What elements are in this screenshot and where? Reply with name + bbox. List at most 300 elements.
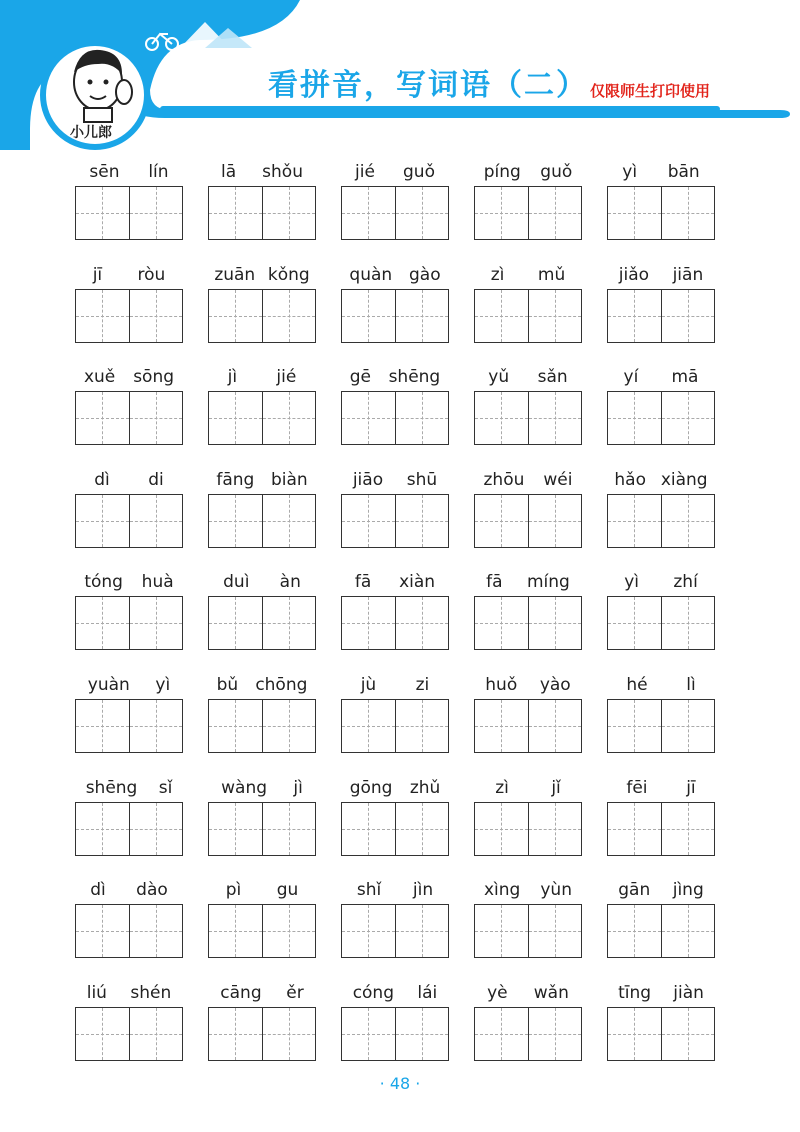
pinyin-syllable: ròu [137, 264, 166, 285]
pinyin-label [607, 876, 715, 904]
word-item [341, 158, 449, 261]
pinyin-syllable: jié [276, 367, 297, 388]
pinyin-syllable: mā [671, 367, 699, 388]
tianzige-box[interactable] [342, 700, 395, 752]
pinyin-label [607, 466, 715, 494]
pinyin-syllable: fēi [626, 777, 648, 798]
writing-boxes [75, 494, 183, 548]
pinyin-label [474, 979, 582, 1007]
word-item [75, 979, 183, 1082]
tianzige-box[interactable] [76, 290, 129, 342]
word-item [341, 261, 449, 364]
tianzige-box[interactable] [661, 905, 715, 957]
pinyin-syllable: huà [141, 572, 174, 593]
pinyin-label [607, 363, 715, 391]
pinyin-syllable: sēn [89, 162, 120, 182]
pinyin-syllable: jī [92, 264, 103, 285]
tianzige-box[interactable] [129, 1008, 183, 1060]
tianzige-box[interactable] [661, 495, 715, 547]
tianzige-box[interactable] [342, 905, 395, 957]
pinyin-label [474, 363, 582, 391]
tianzige-box[interactable] [661, 290, 715, 342]
pinyin-label [75, 363, 183, 391]
writing-boxes [474, 802, 582, 856]
word-item [474, 774, 582, 877]
writing-boxes [75, 1007, 183, 1061]
tianzige-box[interactable] [129, 392, 183, 444]
tianzige-box[interactable] [129, 905, 183, 957]
pinyin-syllable: jìn [412, 880, 434, 901]
writing-boxes [75, 904, 183, 958]
pinyin-syllable: jiǎo [618, 264, 650, 285]
pinyin-syllable: cóng [352, 982, 395, 1003]
pinyin-label [75, 671, 183, 699]
pinyin-label [75, 774, 183, 802]
tianzige-box[interactable] [209, 700, 262, 752]
tianzige-box[interactable] [608, 803, 661, 855]
pinyin-syllable: sōng [133, 367, 175, 388]
exercise-grid [75, 158, 720, 1081]
pinyin-syllable: yì [622, 162, 638, 182]
pinyin-label [75, 158, 183, 186]
brand-label: 小儿郎 [70, 125, 112, 141]
writing-boxes [474, 904, 582, 958]
word-item [208, 671, 316, 774]
pinyin-label [341, 158, 449, 186]
pinyin-syllable: guǒ [403, 162, 435, 182]
tianzige-box[interactable] [608, 392, 661, 444]
word-item [208, 979, 316, 1082]
writing-boxes [607, 802, 715, 856]
writing-boxes [208, 494, 316, 548]
word-item [474, 466, 582, 569]
writing-boxes [474, 596, 582, 650]
tianzige-box[interactable] [475, 290, 528, 342]
tianzige-box[interactable] [661, 700, 715, 752]
tianzige-box[interactable] [395, 700, 449, 752]
word-item [208, 568, 316, 671]
tianzige-box[interactable] [661, 803, 715, 855]
word-item [341, 466, 449, 569]
pinyin-label [208, 261, 316, 289]
word-item [607, 568, 715, 671]
pinyin-syllable: míng [526, 572, 570, 593]
word-item [208, 876, 316, 979]
pinyin-syllable: yì [624, 572, 639, 593]
tianzige-box[interactable] [262, 495, 316, 547]
pinyin-syllable: jì [293, 777, 303, 798]
pinyin-syllable: quàn [349, 264, 393, 285]
tianzige-box[interactable] [342, 597, 395, 649]
pinyin-label [474, 671, 582, 699]
pinyin-label [341, 363, 449, 391]
tianzige-box[interactable] [262, 290, 316, 342]
pinyin-syllable: sǎn [537, 367, 568, 388]
word-item [474, 261, 582, 364]
writing-boxes [341, 699, 449, 753]
pinyin-syllable: lín [148, 162, 169, 182]
tianzige-box[interactable] [608, 597, 661, 649]
tianzige-box[interactable] [262, 1008, 316, 1060]
tianzige-box[interactable] [475, 187, 528, 239]
tianzige-box[interactable] [395, 597, 449, 649]
word-item [607, 363, 715, 466]
writing-boxes [341, 596, 449, 650]
word-item [474, 363, 582, 466]
word-item [75, 774, 183, 877]
tianzige-box[interactable] [475, 1008, 528, 1060]
tianzige-box[interactable] [395, 392, 449, 444]
writing-boxes [607, 596, 715, 650]
word-item [75, 158, 183, 261]
tianzige-box[interactable] [528, 290, 582, 342]
tianzige-box[interactable] [395, 905, 449, 957]
word-item [208, 363, 316, 466]
tianzige-box[interactable] [608, 495, 661, 547]
tianzige-box[interactable] [395, 1008, 449, 1060]
title-underline [160, 106, 720, 112]
writing-boxes [474, 494, 582, 548]
word-item [607, 158, 715, 261]
tianzige-box[interactable] [76, 803, 129, 855]
word-item [75, 363, 183, 466]
tianzige-box[interactable] [262, 803, 316, 855]
pinyin-label [474, 261, 582, 289]
pinyin-label [474, 876, 582, 904]
pinyin-syllable: kǒng [267, 264, 310, 285]
tianzige-box[interactable] [129, 495, 183, 547]
page-header [0, 0, 800, 150]
tianzige-box[interactable] [209, 187, 262, 239]
tianzige-box[interactable] [342, 1008, 395, 1060]
pinyin-syllable: píng [483, 162, 521, 182]
tianzige-box[interactable] [528, 495, 582, 547]
writing-boxes [474, 699, 582, 753]
word-item [474, 158, 582, 261]
tianzige-box[interactable] [608, 1008, 661, 1060]
tianzige-box[interactable] [209, 597, 262, 649]
tianzige-box[interactable] [608, 290, 661, 342]
word-item [75, 671, 183, 774]
writing-boxes [474, 186, 582, 240]
pinyin-label [341, 774, 449, 802]
pinyin-syllable: jiāo [352, 469, 384, 490]
tianzige-box[interactable] [528, 392, 582, 444]
tianzige-box[interactable] [528, 187, 582, 239]
tianzige-box[interactable] [129, 700, 183, 752]
pinyin-syllable: gu [276, 880, 299, 901]
pinyin-label [208, 876, 316, 904]
writing-boxes [474, 391, 582, 445]
pinyin-syllable: zhí [673, 572, 698, 593]
pinyin-syllable: yè [487, 982, 508, 1003]
pinyin-syllable: shēng [388, 367, 441, 388]
pinyin-label [341, 568, 449, 596]
pinyin-syllable: yí [623, 367, 639, 388]
pinyin-syllable: fā [486, 572, 503, 593]
pinyin-syllable: xuě [83, 367, 116, 388]
word-item [75, 568, 183, 671]
tianzige-box[interactable] [528, 597, 582, 649]
pinyin-syllable: bǔ [216, 674, 239, 695]
pinyin-syllable: jì [227, 367, 238, 388]
pinyin-syllable: jié [355, 162, 375, 182]
pinyin-syllable: àn [279, 572, 301, 593]
tianzige-box[interactable] [76, 495, 129, 547]
word-item [75, 261, 183, 364]
pinyin-syllable: xiàng [660, 469, 708, 490]
pinyin-syllable: dào [136, 880, 168, 901]
pinyin-syllable: zì [495, 777, 509, 798]
tianzige-box[interactable] [661, 597, 715, 649]
word-item [474, 979, 582, 1082]
writing-boxes [607, 494, 715, 548]
word-item [75, 466, 183, 569]
pinyin-syllable: wàng [221, 777, 268, 798]
pinyin-syllable: guǒ [540, 162, 573, 182]
pinyin-syllable: wǎn [533, 982, 569, 1003]
pinyin-label [208, 979, 316, 1007]
writing-boxes [75, 186, 183, 240]
pinyin-syllable: shén [130, 982, 172, 1003]
tianzige-box[interactable] [76, 700, 129, 752]
tianzige-box[interactable] [475, 392, 528, 444]
pinyin-label [75, 261, 183, 289]
tianzige-box[interactable] [342, 290, 395, 342]
word-item [607, 466, 715, 569]
tianzige-box[interactable] [129, 187, 183, 239]
writing-boxes [607, 699, 715, 753]
tianzige-box[interactable] [342, 187, 395, 239]
usage-note: 仅限师生打印使用 [590, 82, 711, 100]
pinyin-label [208, 466, 316, 494]
pinyin-syllable: gān [618, 880, 651, 901]
pinyin-label [474, 466, 582, 494]
writing-boxes [341, 904, 449, 958]
writing-boxes [208, 1007, 316, 1061]
tianzige-box[interactable] [395, 803, 449, 855]
tianzige-box[interactable] [661, 187, 715, 239]
tianzige-box[interactable] [209, 290, 262, 342]
pinyin-label [474, 158, 582, 186]
page-title: 看拼音，写词语（二） [268, 68, 588, 103]
word-item [607, 876, 715, 979]
pinyin-syllable: lā [221, 162, 237, 182]
pinyin-syllable: liú [86, 982, 107, 1003]
word-item [341, 774, 449, 877]
pinyin-syllable: wéi [543, 469, 573, 490]
tianzige-box[interactable] [129, 597, 183, 649]
pinyin-label [607, 261, 715, 289]
tianzige-box[interactable] [475, 495, 528, 547]
word-item [341, 979, 449, 1082]
pinyin-syllable: gē [349, 367, 372, 388]
tianzige-box[interactable] [209, 1008, 262, 1060]
tianzige-box[interactable] [209, 495, 262, 547]
pinyin-syllable: dì [94, 469, 110, 490]
pinyin-syllable: jiàn [673, 982, 704, 1003]
writing-boxes [208, 802, 316, 856]
tianzige-box[interactable] [528, 905, 582, 957]
pinyin-syllable: biàn [270, 469, 308, 490]
writing-boxes [208, 289, 316, 343]
pinyin-syllable: yǔ [488, 367, 510, 388]
tianzige-box[interactable] [661, 1008, 715, 1060]
word-item [208, 466, 316, 569]
pinyin-label [341, 876, 449, 904]
pinyin-syllable: yùn [540, 880, 572, 901]
tianzige-box[interactable] [209, 392, 262, 444]
pinyin-label [607, 979, 715, 1007]
word-item [208, 774, 316, 877]
tianzige-box[interactable] [475, 700, 528, 752]
tianzige-box[interactable] [129, 290, 183, 342]
pinyin-syllable: jǐ [551, 777, 561, 798]
pinyin-syllable: ěr [286, 982, 304, 1003]
word-item [208, 158, 316, 261]
word-item [607, 979, 715, 1082]
writing-boxes [75, 391, 183, 445]
writing-boxes [607, 391, 715, 445]
pinyin-syllable: yào [539, 674, 571, 695]
pinyin-syllable: xiàn [399, 572, 436, 593]
page-number: · 48 · [379, 1074, 421, 1093]
pinyin-syllable: duì [223, 572, 250, 593]
writing-boxes [75, 699, 183, 753]
word-item [607, 671, 715, 774]
tianzige-box[interactable] [395, 187, 449, 239]
pinyin-syllable: shǐ [356, 880, 382, 901]
tianzige-box[interactable] [76, 597, 129, 649]
tianzige-box[interactable] [76, 187, 129, 239]
writing-boxes [208, 391, 316, 445]
writing-boxes [607, 186, 715, 240]
writing-boxes [208, 699, 316, 753]
tianzige-box[interactable] [475, 597, 528, 649]
word-item [474, 568, 582, 671]
pinyin-label [607, 671, 715, 699]
pinyin-syllable: shǒu [262, 162, 303, 182]
tianzige-box[interactable] [342, 803, 395, 855]
pinyin-label [341, 979, 449, 1007]
tianzige-box[interactable] [528, 700, 582, 752]
tianzige-box[interactable] [76, 905, 129, 957]
writing-boxes [474, 1007, 582, 1061]
pinyin-syllable: xìng [484, 880, 521, 901]
tianzige-box[interactable] [608, 187, 661, 239]
tianzige-box[interactable] [475, 803, 528, 855]
pinyin-label [474, 774, 582, 802]
writing-boxes [474, 289, 582, 343]
pinyin-syllable: fā [354, 572, 372, 593]
pinyin-syllable: jìng [672, 880, 704, 901]
pinyin-syllable: zuān [214, 264, 256, 285]
tianzige-box[interactable] [209, 803, 262, 855]
tianzige-box[interactable] [661, 392, 715, 444]
tianzige-box[interactable] [395, 495, 449, 547]
tianzige-box[interactable] [342, 392, 395, 444]
pinyin-syllable: yuàn [87, 674, 130, 695]
pinyin-label [208, 671, 316, 699]
pinyin-label [208, 158, 316, 186]
pinyin-syllable: fāng [216, 469, 255, 490]
writing-boxes [341, 494, 449, 548]
pinyin-syllable: gōng [349, 777, 393, 798]
writing-boxes [341, 391, 449, 445]
pinyin-syllable: jī [686, 777, 696, 798]
tianzige-box[interactable] [262, 392, 316, 444]
word-item [607, 261, 715, 364]
tianzige-box[interactable] [262, 187, 316, 239]
pinyin-syllable: yì [155, 674, 171, 695]
writing-boxes [341, 186, 449, 240]
pinyin-syllable: dì [90, 880, 106, 901]
tianzige-box[interactable] [528, 803, 582, 855]
tianzige-box[interactable] [76, 1008, 129, 1060]
pinyin-label [341, 466, 449, 494]
pinyin-label [474, 568, 582, 596]
pinyin-syllable: pì [225, 880, 242, 901]
tianzige-box[interactable] [608, 905, 661, 957]
word-item [208, 261, 316, 364]
tianzige-box[interactable] [395, 290, 449, 342]
pinyin-label [341, 261, 449, 289]
tianzige-box[interactable] [209, 905, 262, 957]
tianzige-box[interactable] [129, 803, 183, 855]
tianzige-box[interactable] [76, 392, 129, 444]
writing-boxes [208, 186, 316, 240]
tianzige-box[interactable] [528, 1008, 582, 1060]
pinyin-syllable: hé [626, 674, 648, 695]
tianzige-box[interactable] [262, 905, 316, 957]
word-item [341, 363, 449, 466]
tianzige-box[interactable] [262, 597, 316, 649]
pinyin-syllable: hǎo [614, 469, 646, 490]
pinyin-syllable: zì [490, 264, 505, 285]
writing-boxes [75, 289, 183, 343]
word-item [474, 671, 582, 774]
pinyin-syllable: tīng [618, 982, 652, 1003]
pinyin-label [208, 363, 316, 391]
tianzige-box[interactable] [342, 495, 395, 547]
pinyin-syllable: shū [406, 469, 438, 490]
pinyin-label [341, 671, 449, 699]
writing-boxes [208, 596, 316, 650]
word-item [607, 774, 715, 877]
writing-boxes [75, 802, 183, 856]
pinyin-syllable: lái [417, 982, 438, 1003]
tianzige-box[interactable] [262, 700, 316, 752]
word-item [341, 876, 449, 979]
writing-boxes [607, 904, 715, 958]
tianzige-box[interactable] [475, 905, 528, 957]
pinyin-syllable: cāng [220, 982, 262, 1003]
word-item [75, 876, 183, 979]
pinyin-syllable: jù [360, 674, 377, 695]
word-item [341, 568, 449, 671]
pinyin-label [607, 774, 715, 802]
word-item [474, 876, 582, 979]
pinyin-label [607, 158, 715, 186]
pinyin-syllable: huǒ [485, 674, 518, 695]
pinyin-syllable: zhōu [483, 469, 525, 490]
pinyin-syllable: chōng [255, 674, 308, 695]
pinyin-label [208, 774, 316, 802]
pinyin-syllable: sǐ [158, 777, 173, 798]
tianzige-box[interactable] [608, 700, 661, 752]
writing-boxes [341, 802, 449, 856]
writing-boxes [341, 289, 449, 343]
